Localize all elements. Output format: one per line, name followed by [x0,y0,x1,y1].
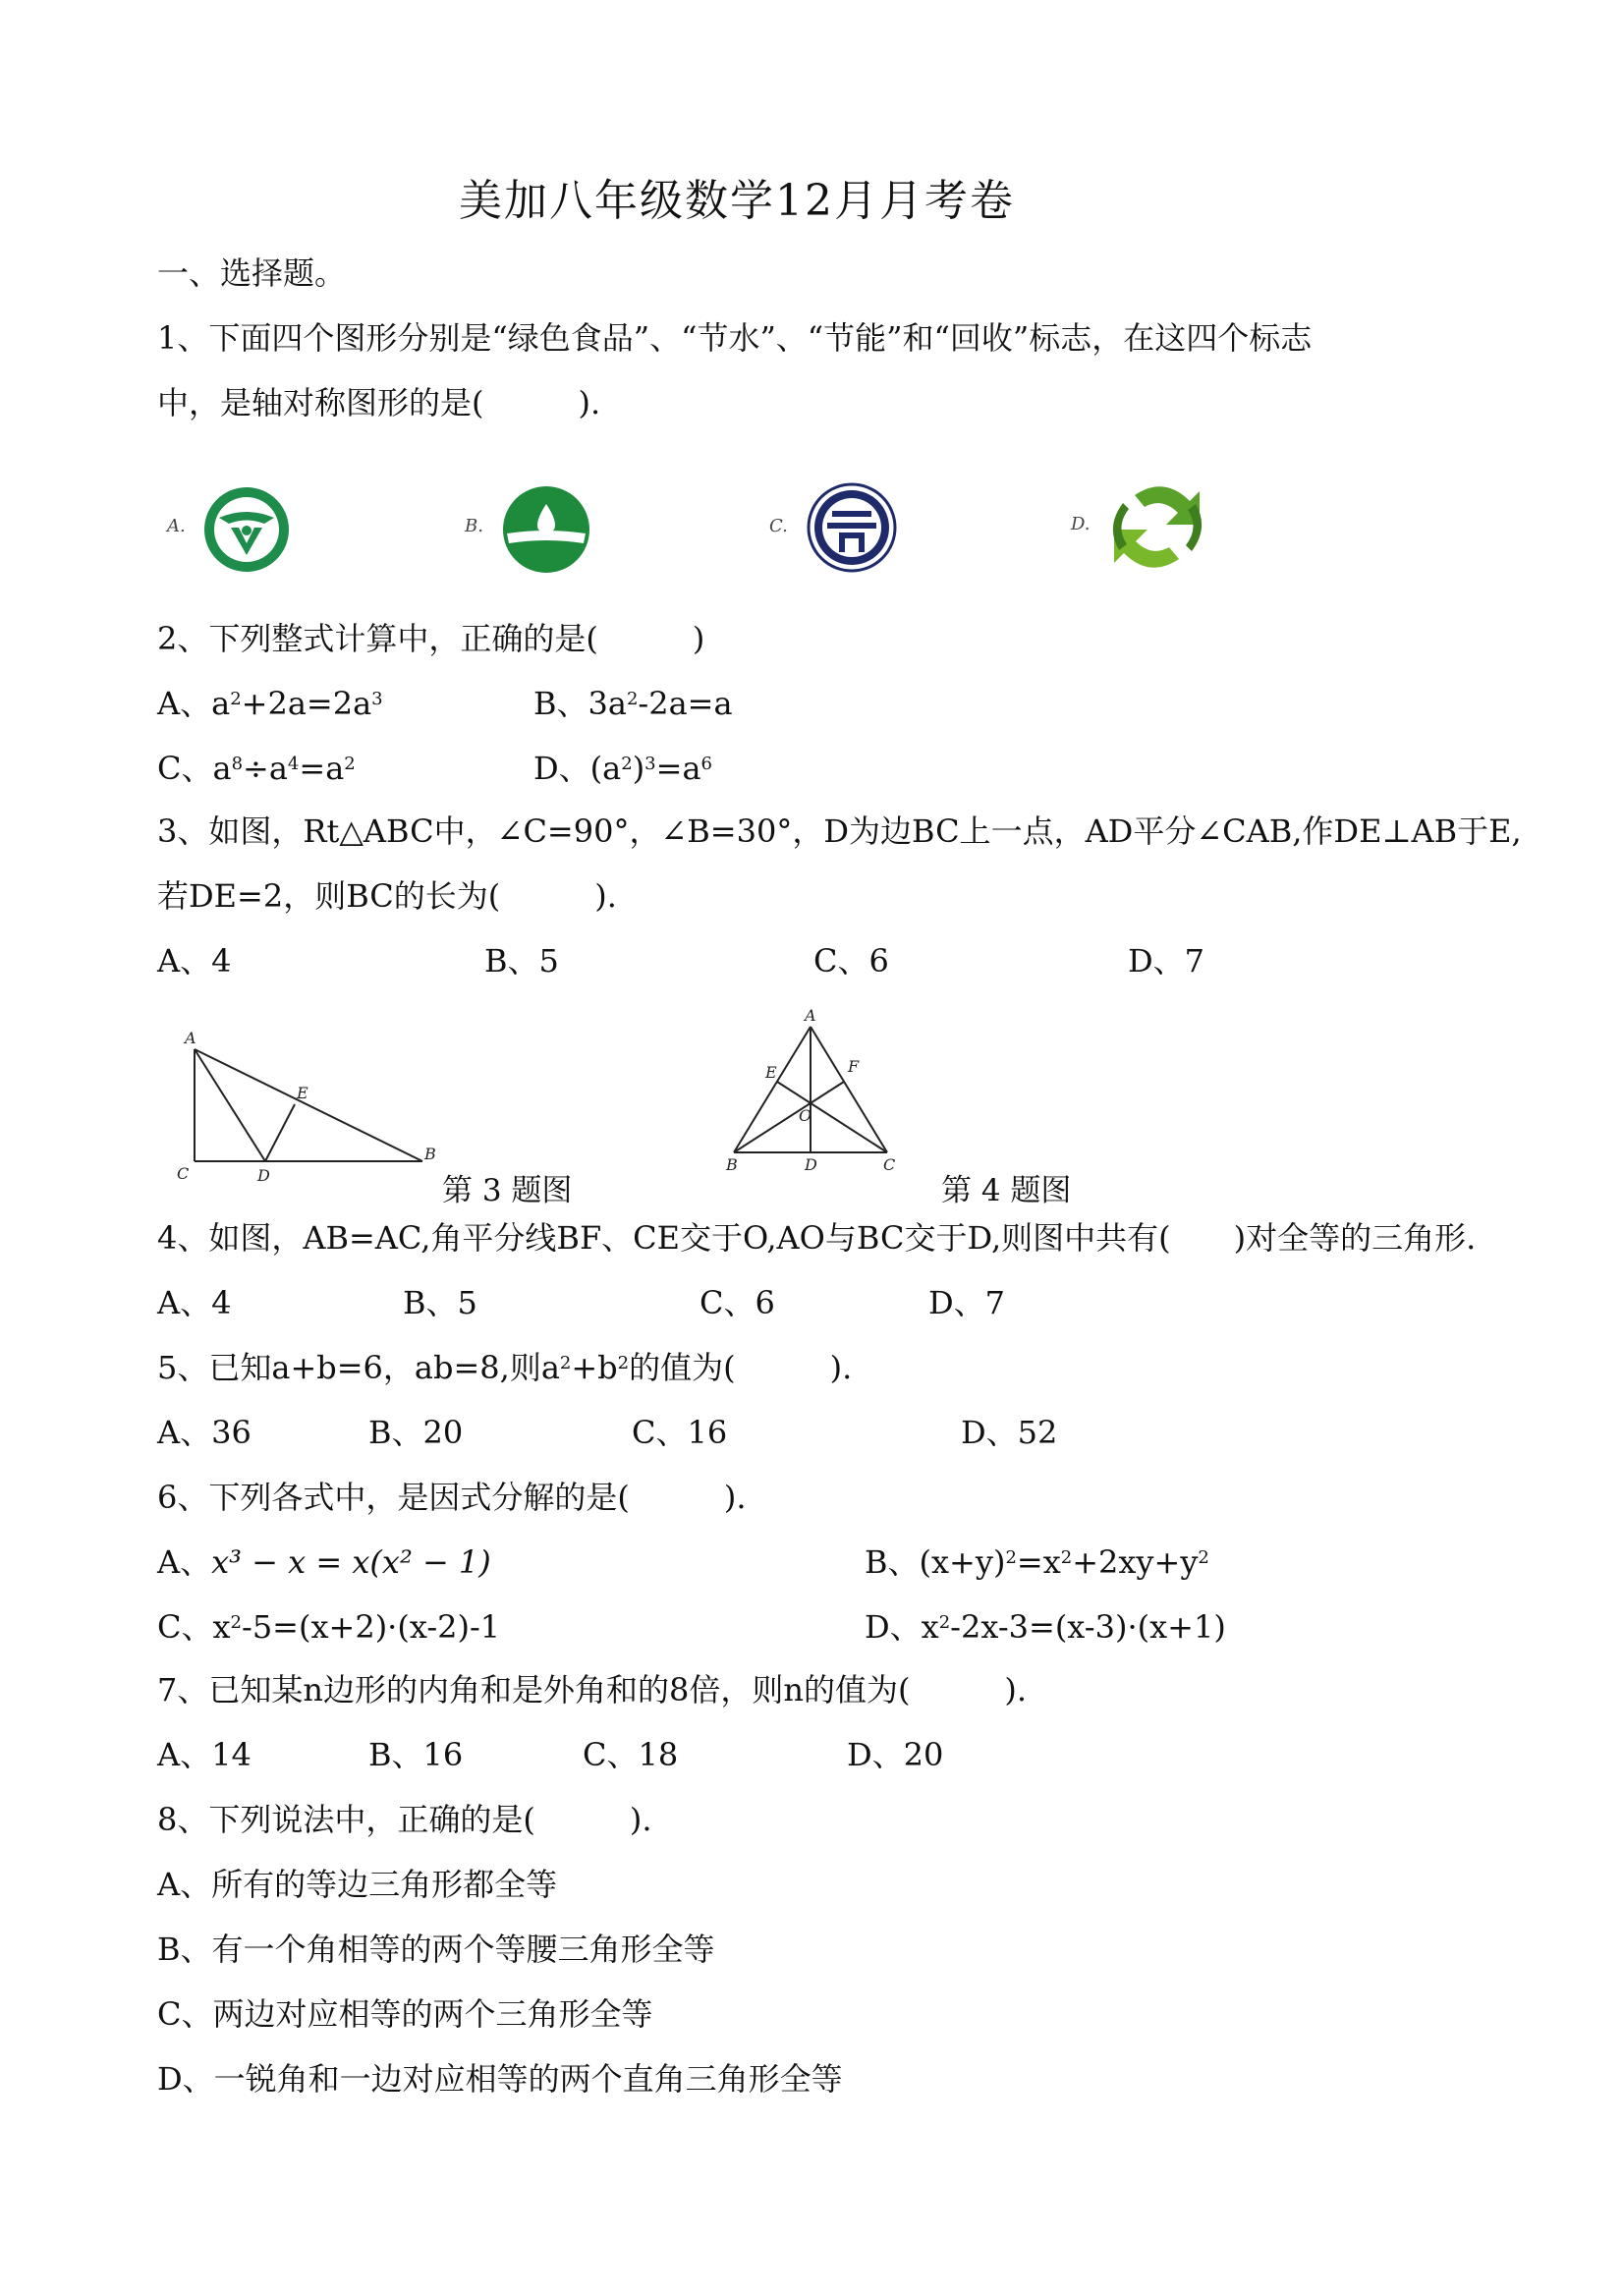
vertex-label-o: O [799,1106,812,1125]
vertex-label-a: A [185,1029,196,1047]
question-6-option-a: A、x³ − x = x(x² − 1) [157,1543,491,1581]
question-2-option-c: C、$a^8\div a^4=a^2$ [157,750,356,787]
question-6-option-d: D、$x^2-2x-3=(x-3)\cdot(x+1)$ [865,1608,1226,1646]
question-3-figure-caption: 第 3 题图 [442,1173,573,1208]
question-1-line-1: 1、下面四个图形分别是“绿色食品”、“节水”、“节能”和“回收”标志，在这四个标志 [157,319,1313,357]
question-4-option-d: D、7 [928,1284,1006,1321]
section-heading: 一、选择题。 [157,254,347,292]
option-c-label: C. [769,516,788,536]
question-6-option-b: B、$(x+y)^2=x^2+2xy+y^2$ [865,1543,1209,1581]
page-title: 美加八年级数学12月月考卷 [459,176,1015,226]
question-3-option-c: C、6 [813,942,889,980]
vertex-label-d: D [257,1166,270,1184]
question-2-stem: 2、下列整式计算中，正确的是( ) [157,620,705,657]
question-7-option-a: A、14 [157,1736,252,1773]
question-6-option-c: C、$x^2-5=(x+2)\cdot(x-2)-1$ [157,1608,501,1646]
vertex-label-c: C [883,1155,896,1174]
question-4-option-c: C、6 [700,1284,775,1321]
question-4-triangle-figure [722,1007,909,1179]
question-5-option-a: A、36 [157,1414,252,1451]
question-1-line-2: 中，是轴对称图形的是( ). [157,384,601,421]
question-4-stem: 4、如图，AB=AC,角平分线BF、CE交于O,AO与BC交于D,则图中共有( )对全等的三角形. [157,1219,1477,1257]
question-4-figure-caption: 第 4 题图 [941,1173,1072,1208]
question-8-option-c: C、两边对应相等的两个三角形全等 [157,1995,653,2033]
question-3-option-d: D、7 [1128,942,1205,980]
question-2-option-a: A、$a^2+2a=2a^3$ [157,685,383,722]
vertex-label-e: E [765,1063,777,1082]
question-5-option-b: B、20 [368,1414,464,1451]
vertex-label-d: D [805,1155,817,1174]
option-b-label: B. [465,516,483,536]
question-7-stem: 7、已知某n边形的内角和是外角和的8倍，则n的值为( ). [157,1671,1028,1708]
question-8-option-b: B、有一个角相等的两个等腰三角形全等 [157,1931,715,1968]
vertex-label-f: F [848,1057,860,1076]
vertex-label-b: B [424,1145,436,1163]
vertex-label-a: A [805,1007,816,1025]
option-a-label: A. [167,516,186,536]
question-3-option-a: A、4 [157,942,232,980]
vertex-label-c: C [177,1164,190,1183]
question-6-stem: 6、下列各式中，是因式分解的是( ). [157,1479,747,1516]
vertex-label-b: B [726,1155,738,1174]
question-4-option-b: B、5 [403,1284,477,1321]
question-2-option-b: B、$3a^2-2a=a$ [533,685,733,722]
question-5-option-d: D、52 [961,1414,1058,1451]
energy-saving-logo-icon [806,481,898,574]
question-7-option-d: D、20 [847,1736,944,1773]
question-8-option-d: D、一锐角和一边对应相等的两个直角三角形全等 [157,2060,843,2098]
option-d-label: D. [1071,514,1091,534]
recycle-logo-icon [1105,476,1208,579]
question-5-stem: 5、已知a+b=6，ab=8,则$a^2+b^2$的值为( ). [157,1349,853,1386]
question-4-option-a: A、4 [157,1284,232,1321]
question-3-line-2: 若DE=2，则BC的长为( ). [157,877,617,915]
question-7-option-c: C、18 [583,1736,679,1773]
question-3-triangle-figure [167,1022,442,1184]
question-3-option-b: B、5 [484,942,559,980]
question-2-option-d: D、$(a^2)^3=a^6$ [533,750,712,787]
question-3-line-1: 3、如图，Rt△ABC中，∠C=90°，∠B=30°，D为边BC上一点，AD平分∠CAB,作DE⊥AB于E, [157,812,1522,850]
green-food-logo-icon [201,484,292,575]
question-8-stem: 8、下列说法中，正确的是( ). [157,1801,652,1838]
vertex-label-e: E [297,1084,308,1102]
question-7-option-b: B、16 [368,1736,464,1773]
question-5-option-c: C、16 [632,1414,728,1451]
question-8-option-a: A、所有的等边三角形都全等 [157,1866,558,1903]
water-saving-logo-icon [501,484,591,575]
